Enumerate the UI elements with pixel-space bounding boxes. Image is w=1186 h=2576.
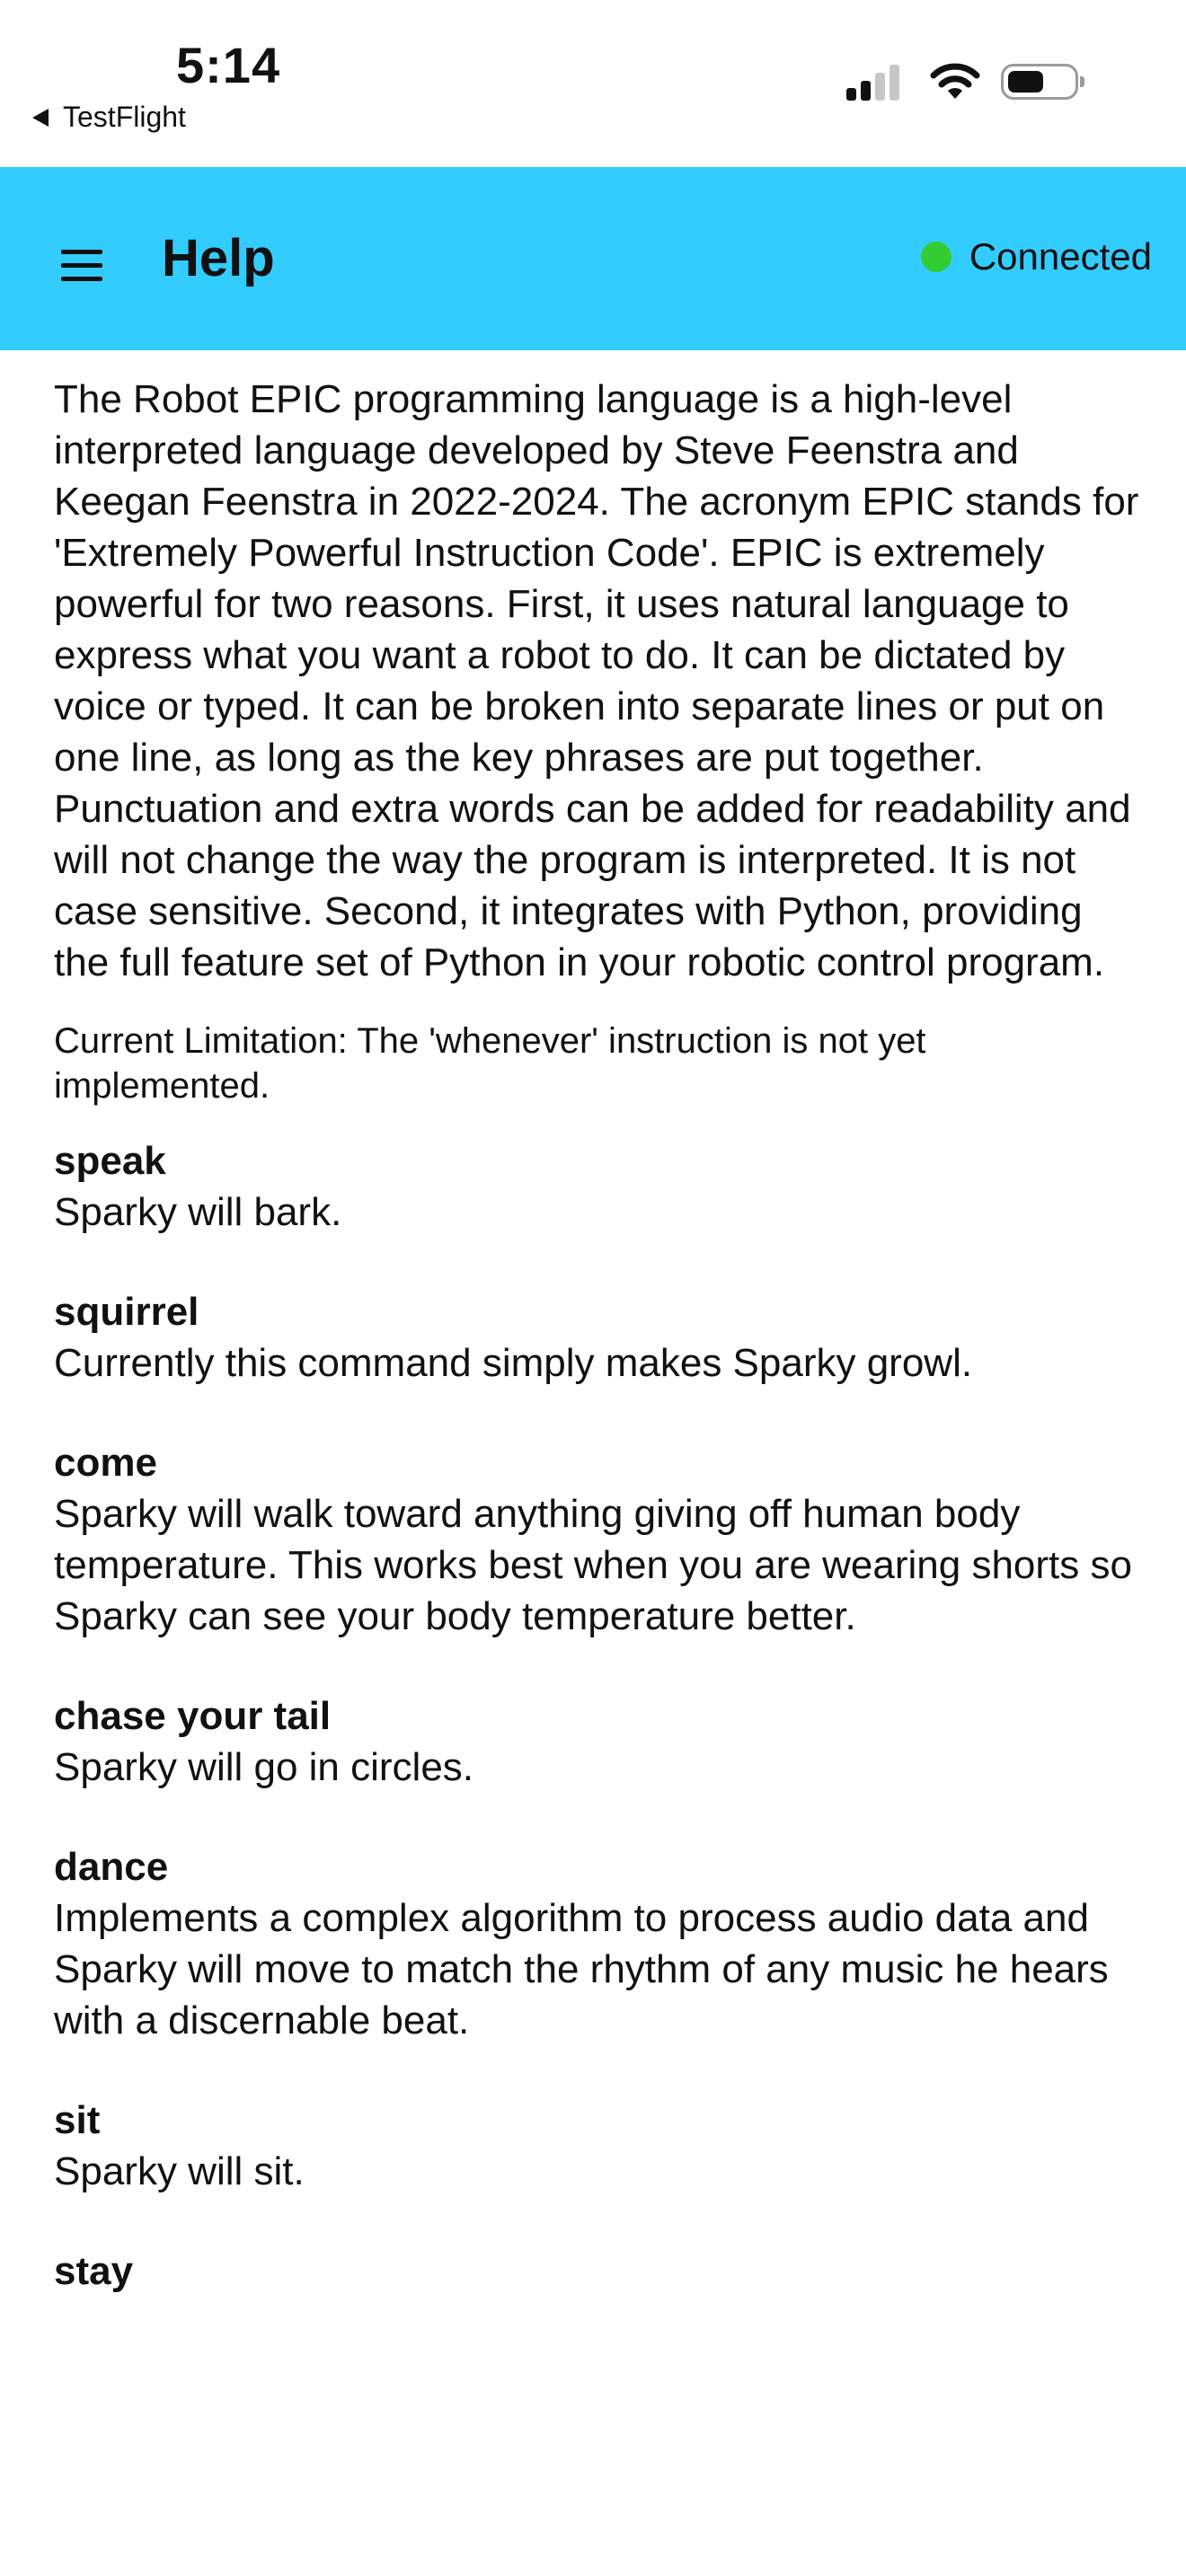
command-description: Sparky will sit.	[54, 2149, 305, 2193]
page-title: Help	[162, 229, 275, 287]
command-name: come	[54, 1441, 157, 1485]
limitation-note: Current Limitation: The 'whenever' instruction is not yet implemented.	[54, 1021, 926, 1106]
status-bar	[0, 0, 1186, 167]
command-item	[54, 1437, 1141, 1642]
command-description: Currently this command simply makes Sparky growl.	[54, 1341, 973, 1385]
command-item	[54, 1690, 1141, 1793]
help-content	[54, 374, 1141, 2345]
command-item	[54, 2245, 1141, 2297]
command-name: squirrel	[54, 1290, 199, 1334]
command-item	[54, 1135, 1141, 1238]
command-item	[54, 1286, 1141, 1389]
back-to-app-link[interactable]	[32, 101, 186, 134]
command-name: chase your tail	[54, 1694, 332, 1738]
command-name: dance	[54, 1845, 169, 1889]
hamburger-menu-icon[interactable]	[61, 250, 102, 282]
battery-icon	[1001, 64, 1078, 100]
status-icons	[846, 63, 1078, 101]
command-description: Implements a complex algorithm to process audio data and Sparky will move to match the rhythm of any music he hears with a discernable beat.	[54, 1896, 1109, 2042]
command-item	[54, 2095, 1141, 2197]
connection-dot-icon	[921, 242, 951, 272]
connection-status	[921, 235, 1152, 278]
command-description: Sparky will go in circles.	[54, 1745, 474, 1789]
command-item	[54, 1841, 1141, 2046]
battery-level	[1008, 71, 1043, 93]
command-description: Sparky will walk toward anything giving off human body temperature. This works best when you are wearing shorts so Sparky can see your body temperature better.	[54, 1492, 1132, 1638]
command-description: Sparky will bark.	[54, 1190, 342, 1234]
command-name: stay	[54, 2249, 134, 2293]
cellular-signal-icon	[846, 63, 904, 101]
status-time: 5:14	[176, 37, 281, 93]
back-arrow-icon	[32, 109, 49, 127]
wifi-icon	[929, 63, 981, 101]
app-header	[0, 167, 1186, 350]
connection-label: Connected	[969, 235, 1152, 278]
command-name: sit	[54, 2098, 101, 2142]
intro-paragraph: The Robot EPIC programming language is a high-level interpreted language developed by Steve Feenstra and Keegan Feenstra in 2022-2024. The acronym EPIC stands for 'Extremely Powerful Instruction Code'. EPIC is extremely powerful for two reasons. First, it uses natural language to express what you want a robot to do. It can be dictated by voice or typed. It can be broken into separate lines or put on one line, as long as the key phrases are put together. Punctuation and extra words can be added for readability and will not change the way the program is interpreted. It is not case sensitive. Second, it integrates with Python, providing the full feature set of Python in your robotic control program.	[54, 377, 1139, 984]
command-list	[54, 1135, 1141, 2297]
command-name: speak	[54, 1139, 166, 1183]
back-app-label: TestFlight	[63, 101, 186, 133]
